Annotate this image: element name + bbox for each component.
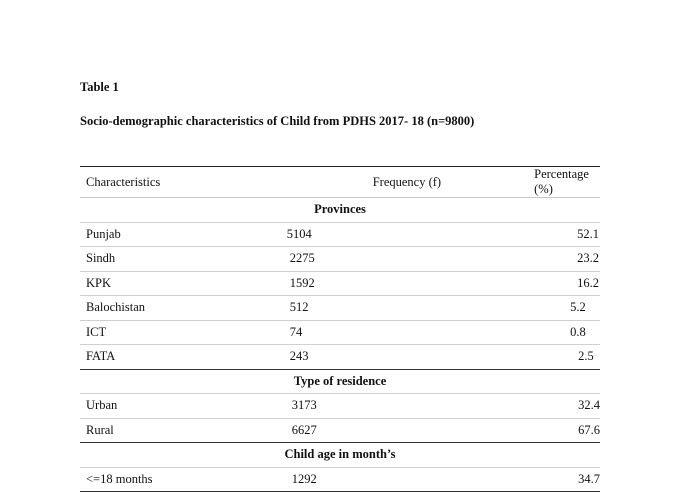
- data-table: [80, 166, 600, 492]
- frequency-cell: 3173: [235, 394, 522, 419]
- table-caption: Socio-demographic characteristics of Child from PDHS 2017- 18 (n=9800): [80, 114, 475, 128]
- frequency-cell: 1292: [235, 467, 522, 492]
- percentage-cell: 34.7: [522, 467, 600, 492]
- characteristic-cell: FATA: [80, 345, 235, 370]
- characteristic-cell: KPK: [80, 271, 235, 296]
- table-row: [80, 394, 600, 419]
- section-title: Child age in month’s: [80, 443, 600, 468]
- characteristic-cell: <=18 months: [80, 467, 235, 492]
- characteristic-cell: Sindh: [80, 247, 235, 272]
- frequency-cell: 512: [235, 296, 522, 321]
- frequency-cell: 6627: [235, 418, 522, 443]
- characteristic-cell: Punjab: [80, 222, 235, 247]
- percentage-cell: 0.8: [522, 320, 600, 345]
- frequency-cell: 2275: [235, 247, 522, 272]
- characteristic-cell: Urban: [80, 394, 235, 419]
- percentage-cell: 67.6: [522, 418, 600, 443]
- table-row: [80, 345, 600, 370]
- section-title: Type of residence: [80, 369, 600, 394]
- header-row: [80, 167, 600, 198]
- table-row: [80, 467, 600, 492]
- table-row: [80, 247, 600, 272]
- section-header-row: [80, 369, 600, 394]
- section-header-row: [80, 443, 600, 468]
- frequency-cell: 74: [235, 320, 522, 345]
- table-row: [80, 271, 600, 296]
- percentage-cell: 32.4: [522, 394, 600, 419]
- header-percentage: Percentage (%): [522, 167, 600, 198]
- header-characteristics: Characteristics: [80, 167, 235, 198]
- characteristic-cell: ICT: [80, 320, 235, 345]
- percentage-cell: 16.2: [522, 271, 600, 296]
- frequency-cell: 243: [235, 345, 522, 370]
- section-title: Provinces: [80, 198, 600, 223]
- table-label: Table 1: [80, 80, 119, 94]
- frequency-cell: 1592: [235, 271, 522, 296]
- section-header-row: [80, 198, 600, 223]
- table-row: [80, 296, 600, 321]
- table-row: [80, 418, 600, 443]
- percentage-cell: 5.2: [522, 296, 600, 321]
- percentage-cell: 2.5: [522, 345, 600, 370]
- percentage-cell: 52.1: [522, 222, 600, 247]
- frequency-cell: 5104: [235, 222, 522, 247]
- percentage-cell: 23.2: [522, 247, 600, 272]
- characteristic-cell: Balochistan: [80, 296, 235, 321]
- table-row: [80, 320, 600, 345]
- header-frequency: Frequency (f): [235, 167, 522, 198]
- table-row: [80, 222, 600, 247]
- characteristic-cell: Rural: [80, 418, 235, 443]
